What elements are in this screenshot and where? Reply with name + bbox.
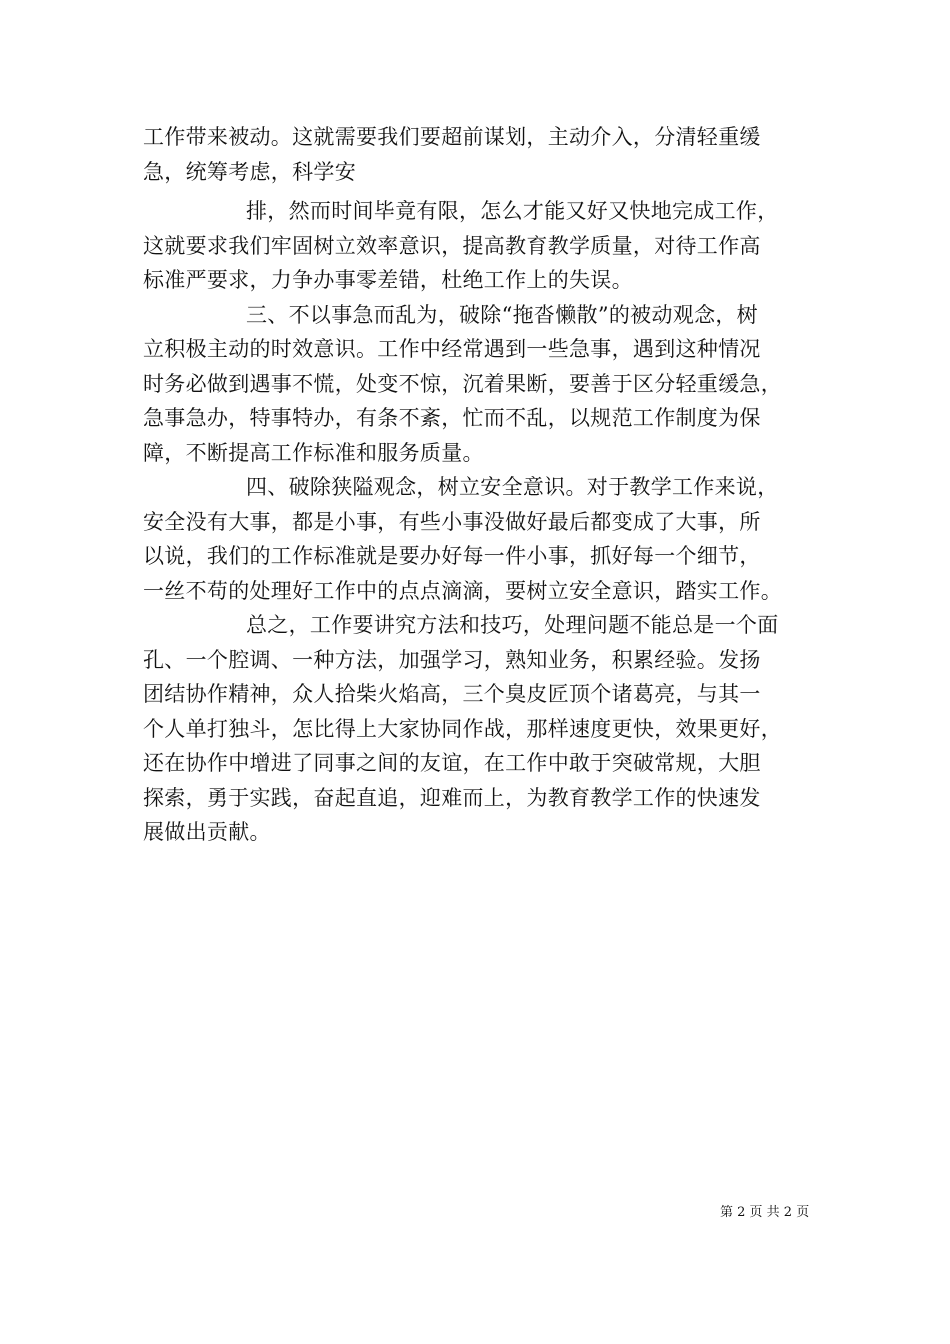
text-line: 展做出贡献。 <box>143 820 271 844</box>
text-line: 还在协作中增进了同事之间的友谊，在工作中敢于突破常规，大胆 <box>143 751 761 775</box>
text-line: 探索，勇于实践，奋起直追，迎难而上，为教育教学工作的快速发 <box>143 785 761 810</box>
text-line: 孔、一个腔调、一种方法，加强学习，熟知业务，积累经验。发扬 <box>143 647 761 672</box>
paragraph-first-line: 总之，工作要讲究方法和技巧，处理问题不能总是一个面 <box>246 613 779 637</box>
page-number-footer: 第 2 页 共 2 页 <box>720 1205 810 1220</box>
paragraph-first-line: 四、破除狭隘观念，树立安全意识。对于教学工作来说， <box>246 475 779 499</box>
text-line: 安全没有大事，都是小事，有些小事没做好最后都变成了大事，所 <box>143 509 761 534</box>
text-line: 立积极主动的时效意识。工作中经常遇到一些急事，遇到这种情况 <box>143 337 761 361</box>
text-line: 急，统筹考虑，科学安 <box>143 159 356 184</box>
text-line: 以说，我们的工作标准就是要办好每一件小事，抓好每一个细节， <box>143 544 761 568</box>
text-line: 急事急办，特事特办，有条不紊，忙而不乱，以规范工作制度为保 <box>143 406 761 430</box>
text-line: 障，不断提高工作标准和服务质量。 <box>143 440 484 465</box>
text-line: 这就要求我们牢固树立效率意识，提高教育教学质量，对待工作高 <box>143 233 761 258</box>
text-line: 一丝不苟的处理好工作中的点点滴滴，要树立安全意识，踏实工作。 <box>143 578 782 603</box>
text-line: 个人单打独斗，怎比得上大家协同作战，那样速度更快，效果更好， <box>143 716 782 741</box>
text-line: 团结协作精神，众人拾柴火焰高，三个臭皮匠顶个诸葛亮，与其一 <box>143 682 761 706</box>
text-line: 时务必做到遇事不慌，处变不惊，沉着果断，要善于区分轻重缓急， <box>143 371 782 396</box>
text-line: 标准严要求，力争办事零差错，杜绝工作上的失误。 <box>143 268 633 292</box>
paragraph-first-line: 排，然而时间毕竟有限，怎么才能又好又快地完成工作， <box>246 199 779 223</box>
document-body <box>143 120 823 850</box>
paragraph-first-line: 三、不以事急而乱为，破除“拖沓懒散”的被动观念，树 <box>246 302 758 327</box>
text-line: 工作带来被动。这就需要我们要超前谋划，主动介入，分清轻重缓 <box>143 125 761 149</box>
